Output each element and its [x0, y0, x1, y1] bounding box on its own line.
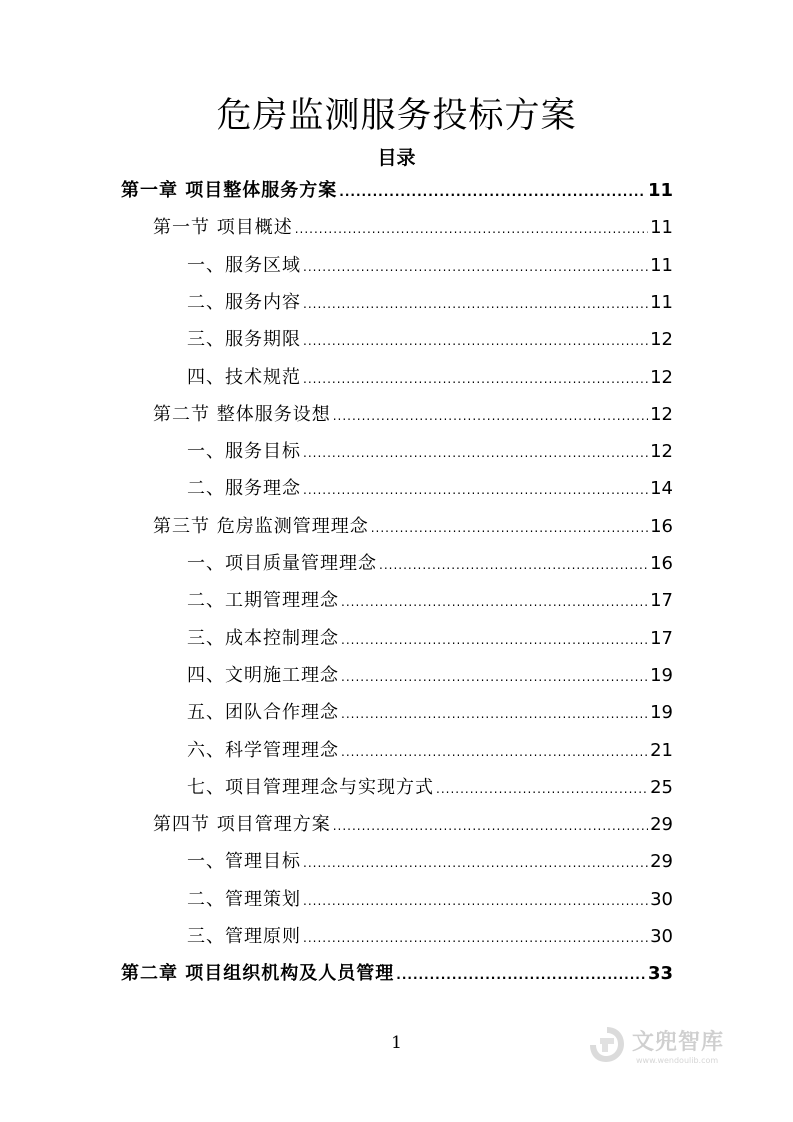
toc-leader-dots	[295, 222, 648, 236]
toc-entry-label: 第三节 危房监测管理理念	[153, 515, 369, 537]
toc-entry-page: 11	[650, 254, 673, 276]
toc-entry-label: 五、团队合作理念	[187, 702, 339, 724]
toc-leader-dots	[339, 185, 646, 199]
toc-entry-label: 七、项目管理理念与实现方式	[187, 776, 434, 798]
toc-entry[interactable]	[187, 624, 673, 654]
toc-entry-page: 30	[650, 888, 673, 910]
toc-entry-page: 17	[650, 590, 673, 612]
toc-entry-label: 第一章 项目整体服务方案	[121, 180, 338, 201]
toc-entry[interactable]	[187, 549, 673, 579]
toc-entry-page: 12	[650, 403, 673, 425]
toc-leader-dots	[341, 707, 648, 721]
toc-leader-dots	[379, 558, 648, 572]
toc-leader-dots	[303, 931, 648, 945]
toc-entry-label: 一、项目质量管理理念	[187, 553, 377, 574]
toc-entry-page: 19	[650, 664, 673, 686]
toc-entry[interactable]	[121, 176, 673, 206]
toc-entry-label: 二、工期管理理念	[187, 590, 339, 612]
toc-entry-page: 33	[647, 963, 673, 985]
toc-entry[interactable]	[187, 251, 673, 281]
toc-leader-dots	[341, 670, 648, 684]
toc-entry-page: 12	[650, 329, 673, 351]
toc-entry-label: 第二节 整体服务设想	[153, 403, 331, 425]
toc-entry[interactable]	[187, 661, 673, 691]
toc-entry[interactable]	[153, 512, 673, 542]
toc-leader-dots	[436, 782, 648, 796]
toc-entry[interactable]	[153, 810, 673, 840]
toc-entry[interactable]	[187, 922, 673, 952]
toc-leader-dots	[303, 334, 648, 348]
document-title: 危房监测服务投标方案	[216, 96, 577, 136]
toc-leader-dots	[303, 372, 648, 386]
toc-entry-label: 一、管理目标	[187, 851, 301, 873]
toc-leader-dots	[303, 297, 648, 311]
toc-leader-dots	[396, 968, 646, 982]
toc-entry-page: 16	[650, 553, 673, 574]
toc-entry[interactable]	[187, 736, 673, 766]
toc-entry-page: 16	[650, 515, 673, 537]
toc-entry-label: 三、管理原则	[187, 926, 301, 947]
toc-leader-dots	[303, 856, 648, 870]
toc-leader-dots	[341, 745, 648, 759]
toc-entry-page: 12	[650, 366, 673, 388]
toc-leader-dots	[303, 894, 648, 908]
toc-entry[interactable]	[121, 959, 673, 989]
toc-entry[interactable]	[187, 363, 673, 393]
toc-entry-label: 二、服务内容	[187, 291, 301, 313]
toc-entry-label: 一、服务区域	[187, 254, 301, 276]
toc-entry-label: 三、服务期限	[187, 329, 301, 351]
toc-entry-label: 一、服务目标	[187, 441, 301, 463]
toc-entry-label: 四、文明施工理念	[187, 664, 339, 686]
toc-entry-label: 第四节 项目管理方案	[153, 814, 331, 836]
toc-leader-dots	[303, 446, 648, 460]
toc-entry-label: 二、服务理念	[187, 478, 301, 500]
toc-entry[interactable]	[153, 213, 673, 243]
toc-entry-page: 29	[650, 851, 673, 873]
toc-entry-page: 30	[650, 926, 673, 947]
watermark-brand: 文兜智库	[632, 1030, 725, 1055]
toc-entry-label: 三、成本控制理念	[187, 627, 339, 649]
toc-leader-dots	[333, 819, 648, 833]
toc-entry-label: 四、技术规范	[187, 366, 301, 388]
toc-entry-page: 11	[650, 291, 673, 313]
page-number: 1	[391, 1033, 402, 1053]
toc-leader-dots	[371, 521, 648, 535]
toc-entry[interactable]	[187, 847, 673, 877]
toc-entry-page: 11	[647, 180, 673, 201]
toc-entry[interactable]	[187, 698, 673, 728]
toc-entry[interactable]	[187, 586, 673, 616]
toc-leader-dots	[303, 483, 648, 497]
toc-leader-dots	[341, 633, 648, 647]
toc-leader-dots	[341, 595, 648, 609]
toc-entry[interactable]	[187, 773, 673, 803]
toc-entry-label: 第一节 项目概述	[153, 217, 293, 239]
toc-entry-page: 14	[650, 478, 673, 500]
watermark-url: www.wendoulib.com	[636, 1056, 719, 1065]
toc-entry[interactable]	[187, 437, 673, 467]
toc-entry-page: 17	[650, 627, 673, 649]
toc-entry-page: 12	[650, 441, 673, 463]
toc-entry-label: 六、科学管理理念	[187, 739, 339, 761]
watermark	[586, 1020, 756, 1070]
toc-entry-page: 11	[650, 217, 673, 239]
toc-entry[interactable]	[187, 325, 673, 355]
toc-entry-page: 19	[650, 702, 673, 724]
toc-entry-page: 29	[650, 814, 673, 836]
toc-entry-label: 第二章 项目组织机构及人员管理	[121, 963, 395, 985]
toc-entry[interactable]	[153, 400, 673, 430]
toc-entry-page: 21	[650, 739, 673, 761]
toc-entry[interactable]	[187, 885, 673, 915]
toc-leader-dots	[333, 409, 648, 423]
toc-heading: 目录	[377, 147, 416, 169]
toc-entry-label: 二、管理策划	[187, 888, 301, 910]
toc-entry[interactable]	[187, 288, 673, 318]
wendou-logo-icon	[586, 1024, 628, 1066]
toc-leader-dots	[303, 260, 648, 274]
toc-entry-page: 25	[650, 776, 673, 798]
toc-entry[interactable]	[187, 474, 673, 504]
